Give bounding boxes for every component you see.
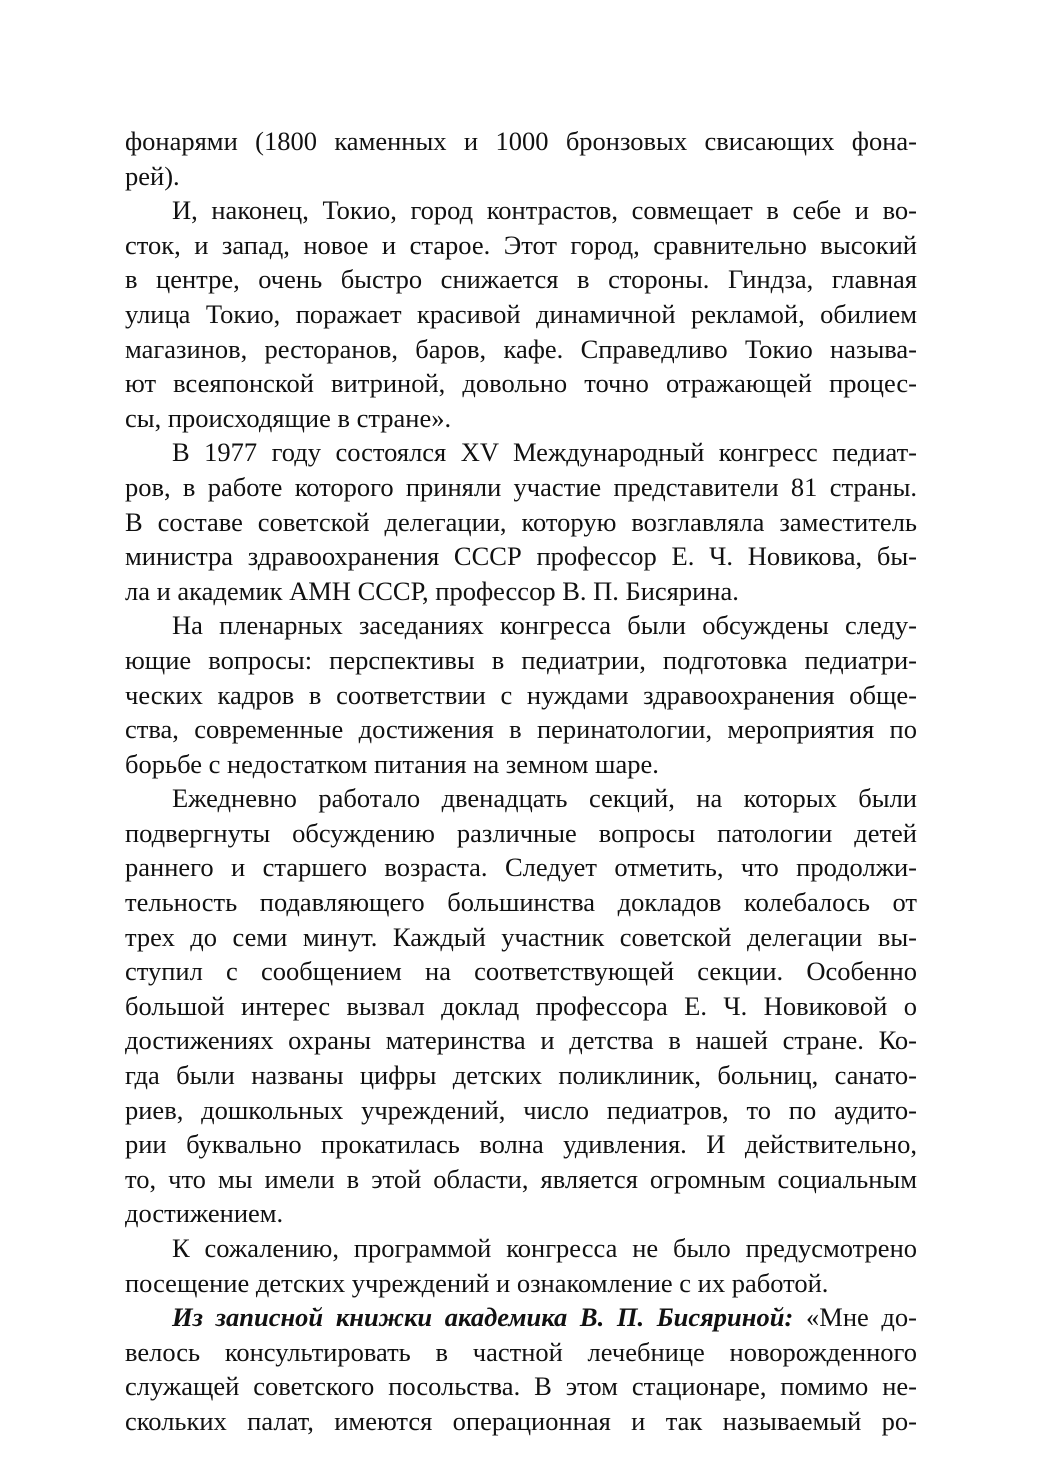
text-line-content: сток, и запад, новое и старое. Этот город, сравнительно высокий: [125, 229, 917, 260]
text-line-content: большой интерес вызвал доклад профессора Е. Ч. Новиковой о: [125, 990, 917, 1021]
text-line-content: гда были названы цифры детских поликлиник, больниц, санато-: [125, 1060, 917, 1091]
text-line-content: улица Токио, поражает красивой динамичной рекламой, обилием: [125, 298, 917, 329]
text-line: [125, 1231, 917, 1266]
text-line-content: достижениях охраны материнства и детства в нашей стране. Ко-: [125, 1025, 917, 1056]
text-line-content: посещение детских учреждений и ознакомление с их работой.: [125, 1267, 829, 1298]
text-line: [125, 1300, 917, 1335]
text-line-content: раннего и старшего возраста. Следует отметить, что продолжи-: [125, 852, 917, 883]
text-line-content: велось консультировать в частной лечебнице новорожденного: [125, 1336, 917, 1367]
text-line: [125, 159, 917, 194]
text-line: [125, 124, 917, 159]
text-line-content: На пленарных заседаниях конгресса были обсуждены следу-: [172, 610, 917, 641]
text-line: [125, 435, 917, 470]
text-line-content: ства, современные достижения в перинатологии, мероприятия по: [125, 714, 917, 745]
text-line-content: министра здравоохранения СССР профессор Е. Ч. Новикова, бы-: [125, 541, 917, 572]
text-line: [125, 954, 917, 989]
text-line: [125, 643, 917, 678]
text-line: [125, 678, 917, 713]
text-line: [125, 1023, 917, 1058]
text-line: [125, 332, 917, 367]
text-line: [125, 920, 917, 955]
text-line-content: ров, в работе которого приняли участие представители 81 страны.: [125, 471, 917, 502]
text-line-content: трех до семи минут. Каждый участник советской делегации вы-: [125, 921, 917, 952]
text-line: [125, 1162, 917, 1197]
text-line: [125, 262, 917, 297]
text-line-content: достижением.: [125, 1198, 284, 1229]
text-line-content: риев, дошкольных учреждений, число педиатров, то по аудито-: [125, 1094, 917, 1125]
text-line: [125, 193, 917, 228]
text-line-content: подвергнуты обсуждению различные вопросы патологии детей: [125, 817, 917, 848]
text-line: [125, 297, 917, 332]
text-line-content: И, наконец, Токио, город контрастов, совмещает в себе и во-: [172, 195, 917, 226]
text-line-content: ческих кадров в соответствии с нуждами здравоохранения общe-: [125, 679, 917, 710]
text-line-content: ют всеяпонской витриной, довольно точно отражающей процес-: [125, 368, 917, 399]
text-line: [125, 1404, 917, 1439]
text-line-content: в центре, очень быстро снижается в стороны. Гиндза, главная: [125, 264, 917, 295]
text-line-content: рии буквально прокатилась волна удивления. И действительно,: [125, 1129, 917, 1160]
text-line-content: рей).: [125, 160, 180, 191]
text-line: [125, 228, 917, 263]
text-line: [125, 747, 917, 782]
text-line-content: ла и академик АМН СССР, профессор В. П. Бисярина.: [125, 575, 739, 606]
text-line-content: В составе советской делегации, которую возглавляла заместитель: [125, 506, 917, 537]
text-line: [125, 850, 917, 885]
text-line: [125, 1093, 917, 1128]
text-line: [125, 712, 917, 747]
text-line-content: то, что мы имели в этой области, является огромным социальным: [125, 1163, 917, 1194]
text-line: [125, 1196, 917, 1231]
body-text: [125, 124, 917, 1439]
text-line: [125, 574, 917, 609]
text-line: [125, 1058, 917, 1093]
text-line: [125, 1369, 917, 1404]
text-line-content: ющие вопросы: перспективы в педиатрии, подготовка педиатри-: [125, 644, 917, 675]
text-line-content: сы, происходящие в стране».: [125, 402, 452, 433]
text-line: [125, 816, 917, 851]
text-line: [125, 470, 917, 505]
text-line-content: «Мне до-: [806, 1302, 917, 1333]
text-line: [125, 885, 917, 920]
text-line-content: тельность подавляющего большинства докладов колебалось от: [125, 887, 917, 918]
text-line: [125, 608, 917, 643]
text-line-content: магазинов, ресторанов, баров, кафе. Справедливо Токио называ-: [125, 333, 917, 364]
text-line: [125, 401, 917, 436]
text-line-content: К сожалению, программой конгресса не было предусмотрено: [172, 1233, 917, 1263]
text-line-content: ступил с сообщением на соответствующей секции. Особенно: [125, 956, 917, 987]
text-line: [125, 989, 917, 1024]
text-line-content: борьбе с недостатком питания на земном шаре.: [125, 748, 659, 779]
text-line: [125, 366, 917, 401]
text-line: [125, 1335, 917, 1370]
text-line-content: фонарями (1800 каменных и 1000 бронзовых свисающих фона-: [125, 126, 917, 156]
text-line-content: В 1977 году состоялся XV Международный конгресс педиат-: [172, 437, 917, 468]
text-line-content: скольких палат, имеются операционная и так называемый ро-: [125, 1405, 917, 1436]
text-line: [125, 1266, 917, 1301]
text-line-content: служащей советского посольства. В этом стационаре, помимо не-: [125, 1371, 917, 1402]
text-line: [125, 1127, 917, 1162]
text-line: [125, 539, 917, 574]
text-line-content: Ежедневно работало двенадцать секций, на которых были: [172, 783, 917, 814]
text-line: [125, 781, 917, 816]
notebook-quote-lead: Из записной книжки академика В. П. Бисяриной:: [172, 1302, 794, 1333]
text-line: [125, 505, 917, 540]
